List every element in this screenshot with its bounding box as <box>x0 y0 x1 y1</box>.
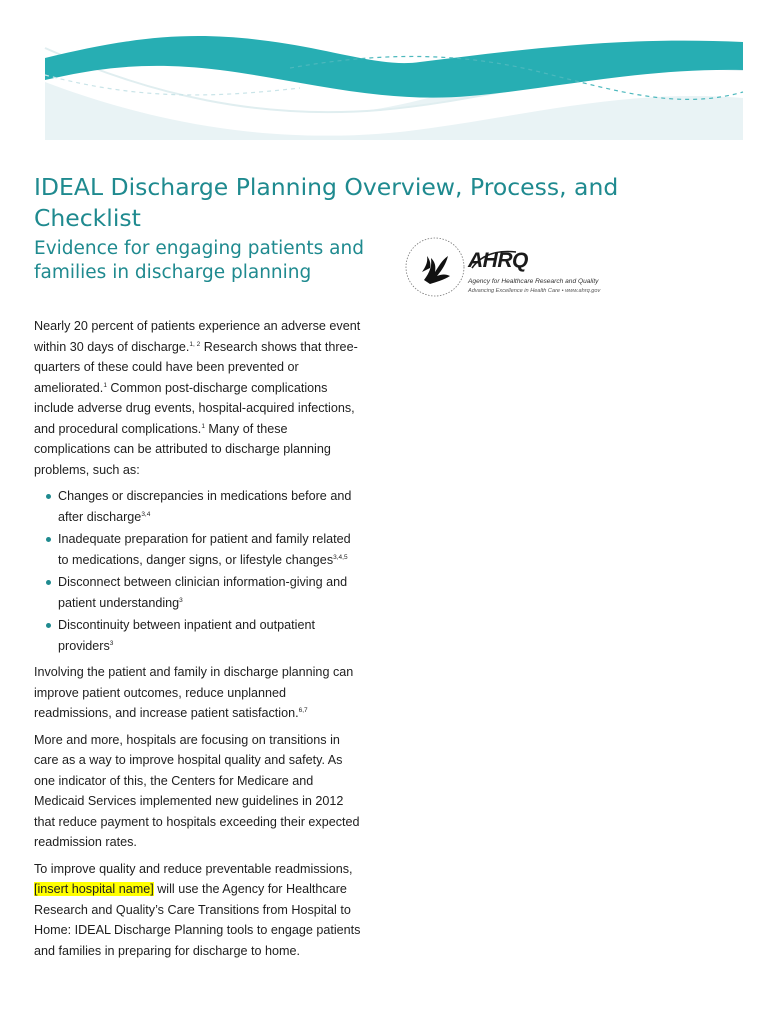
hhs-eagle-icon <box>404 236 466 298</box>
list-item <box>58 615 364 656</box>
citation: 1 <box>103 381 107 389</box>
intro-text-4: Many of these complications can be attributed to discharge planning problems, such as: <box>34 421 331 477</box>
tagline-separator: • <box>561 288 566 294</box>
hospitals-paragraph: More and more, hospitals are focusing on transitions in care as a way to improve hospital quality and safety. As one indicator of this, the Centers for Medicare and Medicaid Services implemented new guidelines in 2012 that reduce payment to hospitals exceeding their expected readmission rates. <box>34 732 360 849</box>
section-subtitle: Evidence for engaging patients and families in discharge planning <box>34 238 364 283</box>
list-item <box>58 572 364 613</box>
problem-list <box>34 486 364 656</box>
list-item <box>58 529 364 570</box>
citation: 3 <box>109 639 114 647</box>
ahrq-wordmark: AHRQ <box>468 249 528 272</box>
intro-text-2: Research shows that three-quarters of these could have been prevented or ameliorated. <box>34 339 358 395</box>
hospital-name-placeholder[interactable]: [insert hospital name] <box>34 882 154 896</box>
list-item-text: Disconnect between clinician information-giving and patient understanding <box>58 575 348 610</box>
ahrq-logo <box>404 236 619 300</box>
citation: 3,4,5 <box>333 553 348 561</box>
header-wave-banner <box>0 0 768 150</box>
citation: 3,4 <box>141 510 151 518</box>
para4-before: To improve quality and reduce preventable readmissions, <box>34 861 353 876</box>
citation: 1, 2 <box>189 340 201 348</box>
agency-tagline <box>468 288 600 294</box>
page-title: IDEAL Discharge Planning Overview, Process, and Checklist <box>34 173 619 232</box>
citation: 1 <box>201 422 205 430</box>
tagline-text: Advancing Excellence in Health Care <box>468 288 561 294</box>
list-item-text: Discontinuity between inpatient and outpatient providers <box>58 618 315 653</box>
article-body <box>34 316 364 967</box>
list-item-text: Changes or discrepancies in medications before and after discharge <box>58 489 352 524</box>
list-item <box>58 486 364 527</box>
agency-name: Agency for Healthcare Research and Quality <box>468 278 599 285</box>
intro-paragraph <box>34 316 364 480</box>
para2-text: Involving the patient and family in discharge planning can improve patient outcomes, reduce unplanned readmissions, and increase patient satisfaction. <box>34 665 354 720</box>
intro-text-3: Common post-discharge complications include adverse drug events, hospital-acquired infections, and procedural complications. <box>34 380 355 436</box>
para4-after: will use the Agency for Healthcare Research and Quality’s Care Transitions from Hospital to Home: IDEAL Discharge Planning tools to engage patients and families in preparing for discharge to home. <box>34 882 361 958</box>
agency-url: www.ahrq.gov <box>565 288 601 294</box>
list-item-text: Inadequate preparation for patient and family related to medications, danger signs, or lifestyle changes <box>58 532 351 567</box>
citation: 3 <box>179 596 183 604</box>
commitment-paragraph <box>34 859 364 962</box>
involvement-paragraph <box>34 662 364 724</box>
intro-text-1: Nearly 20 percent of patients experience an adverse event within 30 days of discharge. <box>34 319 361 354</box>
citation: 6,7 <box>298 707 308 714</box>
